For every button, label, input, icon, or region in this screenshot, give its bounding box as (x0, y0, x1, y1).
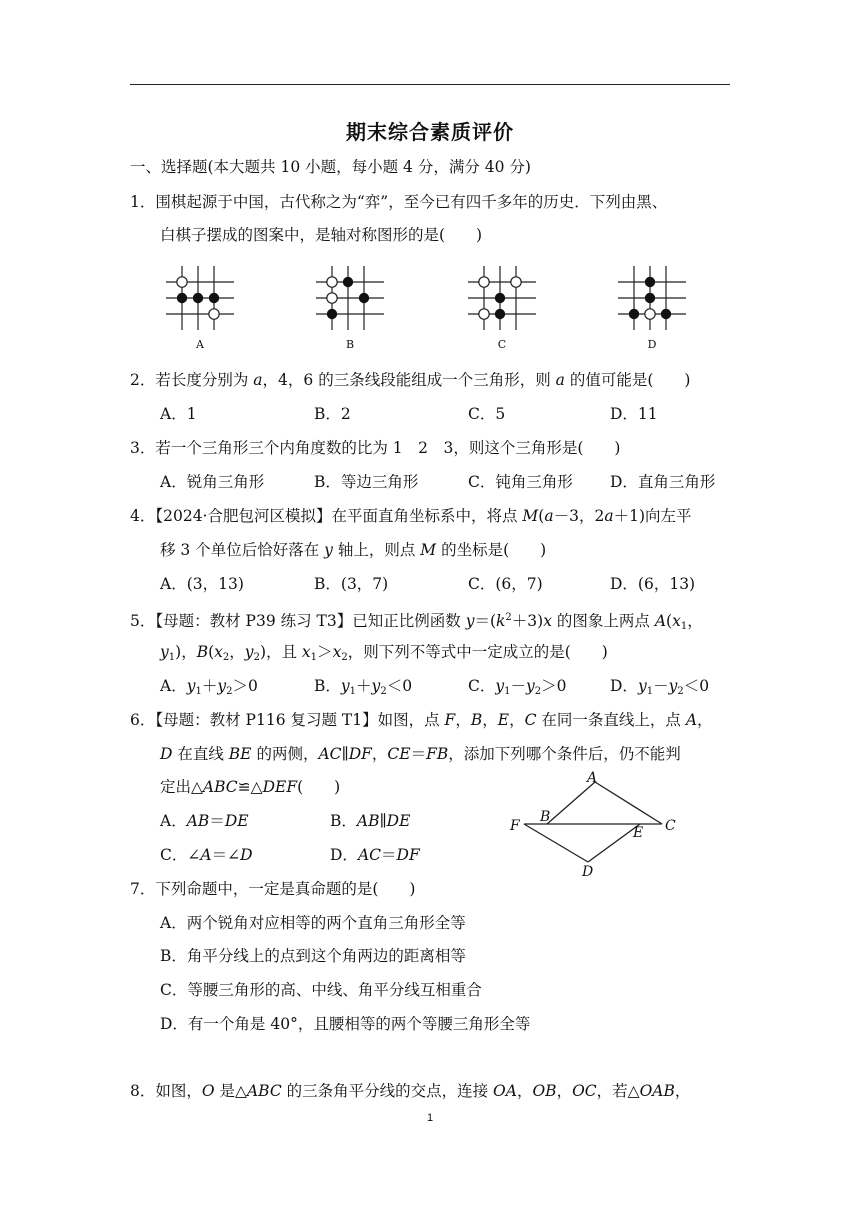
q6-line1: 6．【母题：教材 P116 复习题 T1】如图，点 F，B，E，C 在同一条直线上，点 A， (130, 711, 713, 729)
q3-option-b: B．等边三角形 (314, 473, 419, 491)
fig-label-d: D (582, 864, 594, 880)
q3-line1: 3．若一个三角形三个内角度数的比为 1 2 3，则这个三角形是( ) (130, 439, 621, 457)
q2-option-b: B．2 (314, 405, 351, 423)
board-label-b: B (345, 338, 355, 351)
q5-option-b: B．$y_1+y_2<0$ (314, 677, 413, 697)
q1-line2: 白棋子摆成的图案中，是轴对称图形的是( ) (160, 226, 483, 244)
q3-option-d: D．直角三角形 (610, 473, 716, 491)
q5-option-a: A．$y_1+y_2>0$ (160, 677, 258, 697)
board-label-a: A (196, 338, 204, 351)
fig-label-b: B (540, 809, 551, 825)
fig-label-c: C (665, 818, 676, 834)
q7-option-d: D．有一个角是 40°，且腰相等的两个等腰三角形全等 (160, 1015, 531, 1033)
q4-option-a: A．(3，13) (160, 575, 244, 593)
q3-option-c: C．钝角三角形 (468, 473, 573, 491)
q3-option-a: A．锐角三角形 (160, 473, 265, 491)
q4-option-c: C．(6，7) (468, 575, 543, 593)
q2-option-a: A．1 (160, 405, 197, 423)
q7-line1: 7．下列命题中，一定是真命题的是( ) (130, 880, 416, 898)
q2-option-d: D．11 (610, 405, 658, 423)
q5-option-c: C．$y_1-y_2>0$ (468, 677, 567, 697)
q5-option-d: D．$y_1-y_2<0$ (610, 677, 710, 697)
top-rule (130, 84, 730, 85)
q1-line1: 1．围棋起源于中国，古代称之为“弈”，至今已有四千多年的历史．下列由黑、 (130, 193, 668, 211)
q4-option-b: B．(3，7) (314, 575, 389, 593)
q4-option-d: D．(6，13) (610, 575, 696, 593)
page-number: 1 (426, 1112, 434, 1124)
q4-line1: 4．【2024·合肥包河区模拟】在平面直角坐标系中，将点 M(a－3，2a＋1)向左平 (130, 507, 692, 525)
page-title: 期末综合素质评价 (346, 120, 514, 144)
go-board-c (462, 262, 542, 350)
q6-option-c: C．∠A＝∠D (160, 846, 253, 864)
fig-label-a: A (587, 770, 598, 786)
q6-figure (500, 766, 690, 880)
q7-option-b: B．角平分线上的点到这个角两边的距离相等 (160, 947, 466, 965)
q4-line2: 移 3 个单位后恰好落在 y 轴上，则点 M 的坐标是( ) (160, 541, 547, 559)
q6-line2: D 在直线 BE 的两侧，AC∥DF，CE＝FB，添加下列哪个条件后，仍不能判 (160, 745, 681, 763)
fig-label-e: E (633, 825, 644, 841)
q6-option-b: B．AB∥DE (330, 812, 411, 830)
board-label-d: D (647, 338, 657, 351)
go-board-b (310, 262, 390, 350)
q6-line3: 定出△ABC≌△DEF( ) (160, 778, 341, 796)
q7-option-a: A．两个锐角对应相等的两个直角三角形全等 (160, 914, 466, 932)
q2-option-c: C．5 (468, 405, 506, 423)
q5-line2: $y_1$)，$B(x_2$，$y_2$)，且 $x_1>x_2$，则下列不等式中一定成立的是( ) (160, 643, 608, 663)
section-heading: 一、选择题(本大题共 10 小题，每小题 4 分，满分 40 分) (130, 158, 531, 176)
fig-label-f: F (510, 818, 520, 834)
go-board-d (612, 262, 692, 350)
q8-line1: 8．如图，O 是△ABC 的三条角平分线的交点，连接 OA，OB，OC，若△OAB， (130, 1082, 691, 1100)
q2-line1: 2．若长度分别为 a，4，6 的三条线段能组成一个三角形，则 a 的值可能是( ) (130, 371, 691, 389)
go-board-a (160, 262, 240, 350)
board-label-c: C (497, 338, 507, 351)
q6-option-a: A．AB＝DE (160, 812, 249, 830)
q5-line1: 5．【母题：教材 P39 练习 T3】已知正比例函数 $y=(k^2+3)x$ 的图象上两点 $A(x_1$， (130, 612, 703, 632)
q6-option-d: D．AC＝DF (330, 846, 420, 864)
q7-option-c: C．等腰三角形的高、中线、角平分线互相重合 (160, 981, 482, 999)
